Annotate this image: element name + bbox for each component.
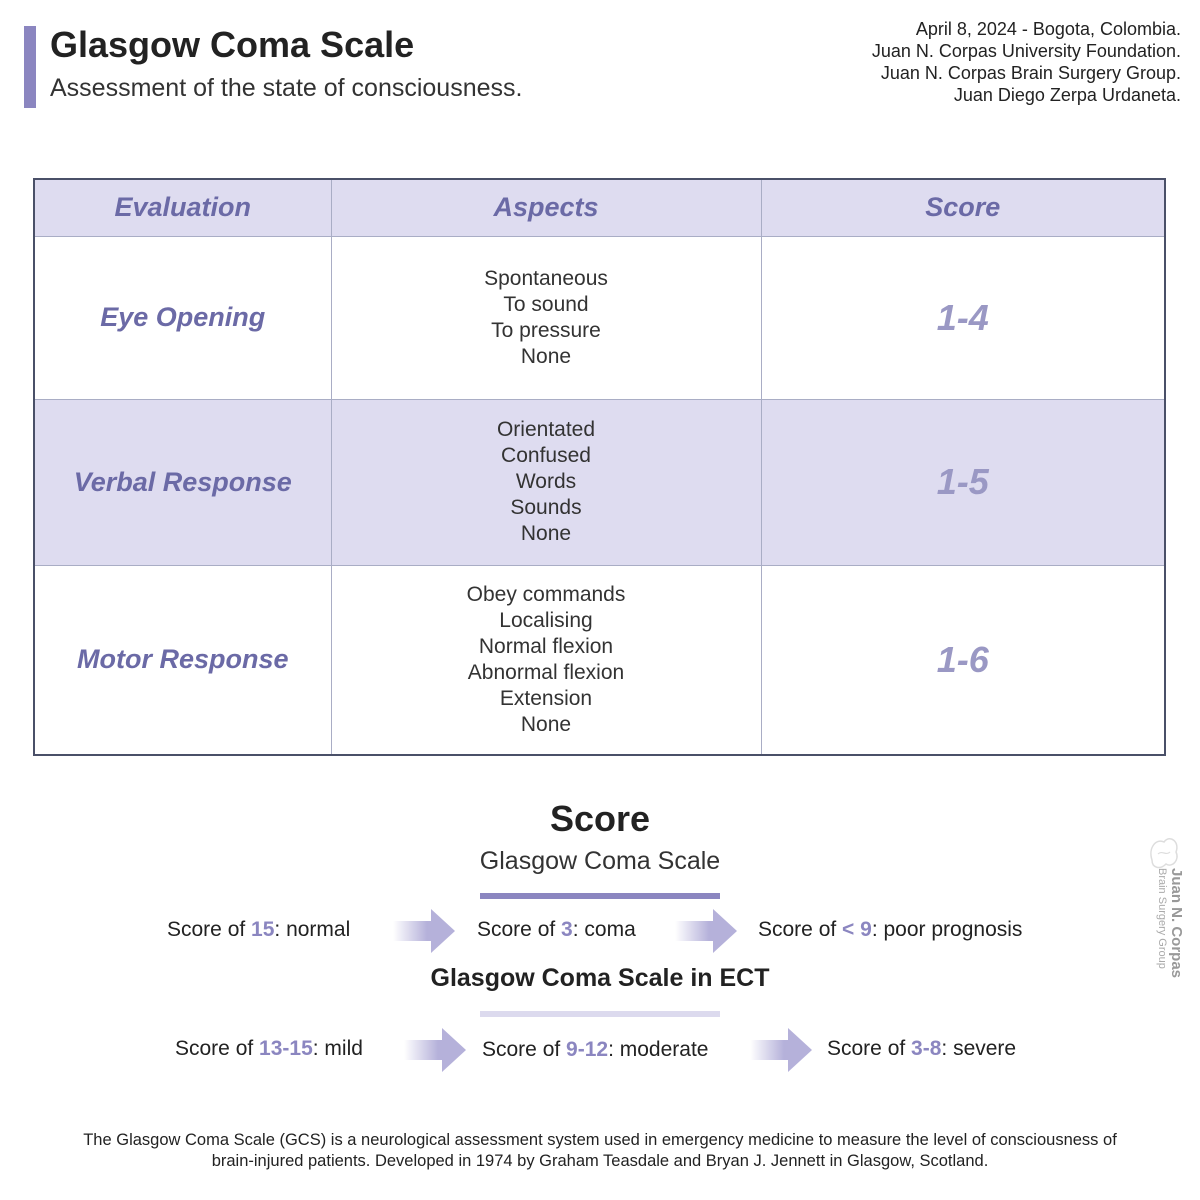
header-score: Score <box>761 179 1165 236</box>
arrow-right-icon <box>404 1028 466 1072</box>
evaluation-cell: Eye Opening <box>34 236 331 399</box>
aspect-item: To pressure <box>491 318 601 342</box>
score-value: < 9 <box>842 918 872 941</box>
score-section-title: Score <box>549 798 651 839</box>
aspect-item: Abnormal flexion <box>467 660 625 684</box>
ect-item-moderate: Score of 9-12: moderate <box>482 1038 709 1061</box>
credits-block <box>872 18 1181 106</box>
credit-university: Juan N. Corpas University Foundation. <box>871 41 1181 61</box>
footer-line: The Glasgow Coma Scale (GCS) is a neurological assessment system used in emergency medicine to measure the level of consciousness of <box>83 1131 1117 1149</box>
aspect-item: Extension <box>499 686 593 710</box>
header-aspects: Aspects <box>331 179 761 236</box>
table-header-row <box>34 179 1165 236</box>
footer-line: brain-injured patients. Developed in 1974 by Graham Teasdale and Bryan J. Jennett in Glasgow, Scotland. <box>211 1152 989 1170</box>
aspect-item: Spontaneous <box>484 266 608 290</box>
watermark-tagline: Brain Surgery Group <box>1156 868 1168 969</box>
aspect-item: None <box>520 522 572 545</box>
score-cell: 1-6 <box>761 565 1165 755</box>
aspects-cell <box>331 399 761 565</box>
credit-author: Juan Diego Zerpa Urdaneta. <box>953 85 1181 105</box>
aspect-item: None <box>520 712 572 736</box>
score-value: 9-12 <box>566 1038 609 1061</box>
evaluation-cell: Verbal Response <box>34 399 331 565</box>
aspect-item: Sounds <box>510 496 582 519</box>
ect-section-title: Glasgow Coma Scale in ECT <box>430 964 770 992</box>
page-subtitle: Assessment of the state of consciousness. <box>50 74 523 102</box>
aspect-item: None <box>520 344 572 368</box>
table-row <box>34 236 1165 399</box>
score-item-poor-prognosis: Score of < 9: poor prognosis <box>758 918 1023 941</box>
aspect-item: To sound <box>503 292 589 316</box>
aspect-item: Confused <box>501 444 591 467</box>
score-item-normal: Score of 15: normal <box>167 918 351 941</box>
arrow-right-icon <box>750 1028 812 1072</box>
credit-date-location: April 8, 2024 - Bogota, Colombia. <box>915 19 1181 39</box>
aspect-item: Normal flexion <box>478 634 614 658</box>
arrow-right-icon <box>393 909 455 953</box>
table-row <box>34 565 1165 755</box>
score-value: 3 <box>561 918 573 941</box>
score-value: 3-8 <box>911 1037 942 1060</box>
score-value: 15 <box>251 918 275 941</box>
score-section-subtitle: Glasgow Coma Scale <box>479 847 721 875</box>
header-evaluation: Evaluation <box>34 179 331 236</box>
table-row <box>34 399 1165 565</box>
section-divider <box>480 1011 720 1017</box>
arrow-right-icon <box>675 909 737 953</box>
evaluation-cell: Motor Response <box>34 565 331 755</box>
title-accent-bar <box>24 26 36 108</box>
aspects-cell <box>331 236 761 399</box>
ect-item-mild: Score of 13-15: mild <box>175 1037 363 1060</box>
ect-item-severe: Score of 3-8: severe <box>827 1037 1017 1060</box>
score-cell: 1-4 <box>761 236 1165 399</box>
footer-note <box>30 1130 1170 1172</box>
score-value: 13-15 <box>259 1037 313 1060</box>
credit-group: Juan N. Corpas Brain Surgery Group. <box>880 63 1181 83</box>
watermark-name: Juan N. Corpas <box>1168 868 1185 979</box>
aspect-item: Obey commands <box>466 582 626 606</box>
aspect-item: Localising <box>499 608 593 632</box>
score-item-coma: Score of 3: coma <box>477 918 636 941</box>
gcs-table <box>33 178 1166 756</box>
aspect-item: Orientated <box>496 418 596 441</box>
page-title: Glasgow Coma Scale <box>50 24 415 65</box>
section-divider <box>480 893 720 899</box>
aspects-cell <box>331 565 761 755</box>
aspect-item: Words <box>515 470 577 493</box>
score-cell: 1-5 <box>761 399 1165 565</box>
